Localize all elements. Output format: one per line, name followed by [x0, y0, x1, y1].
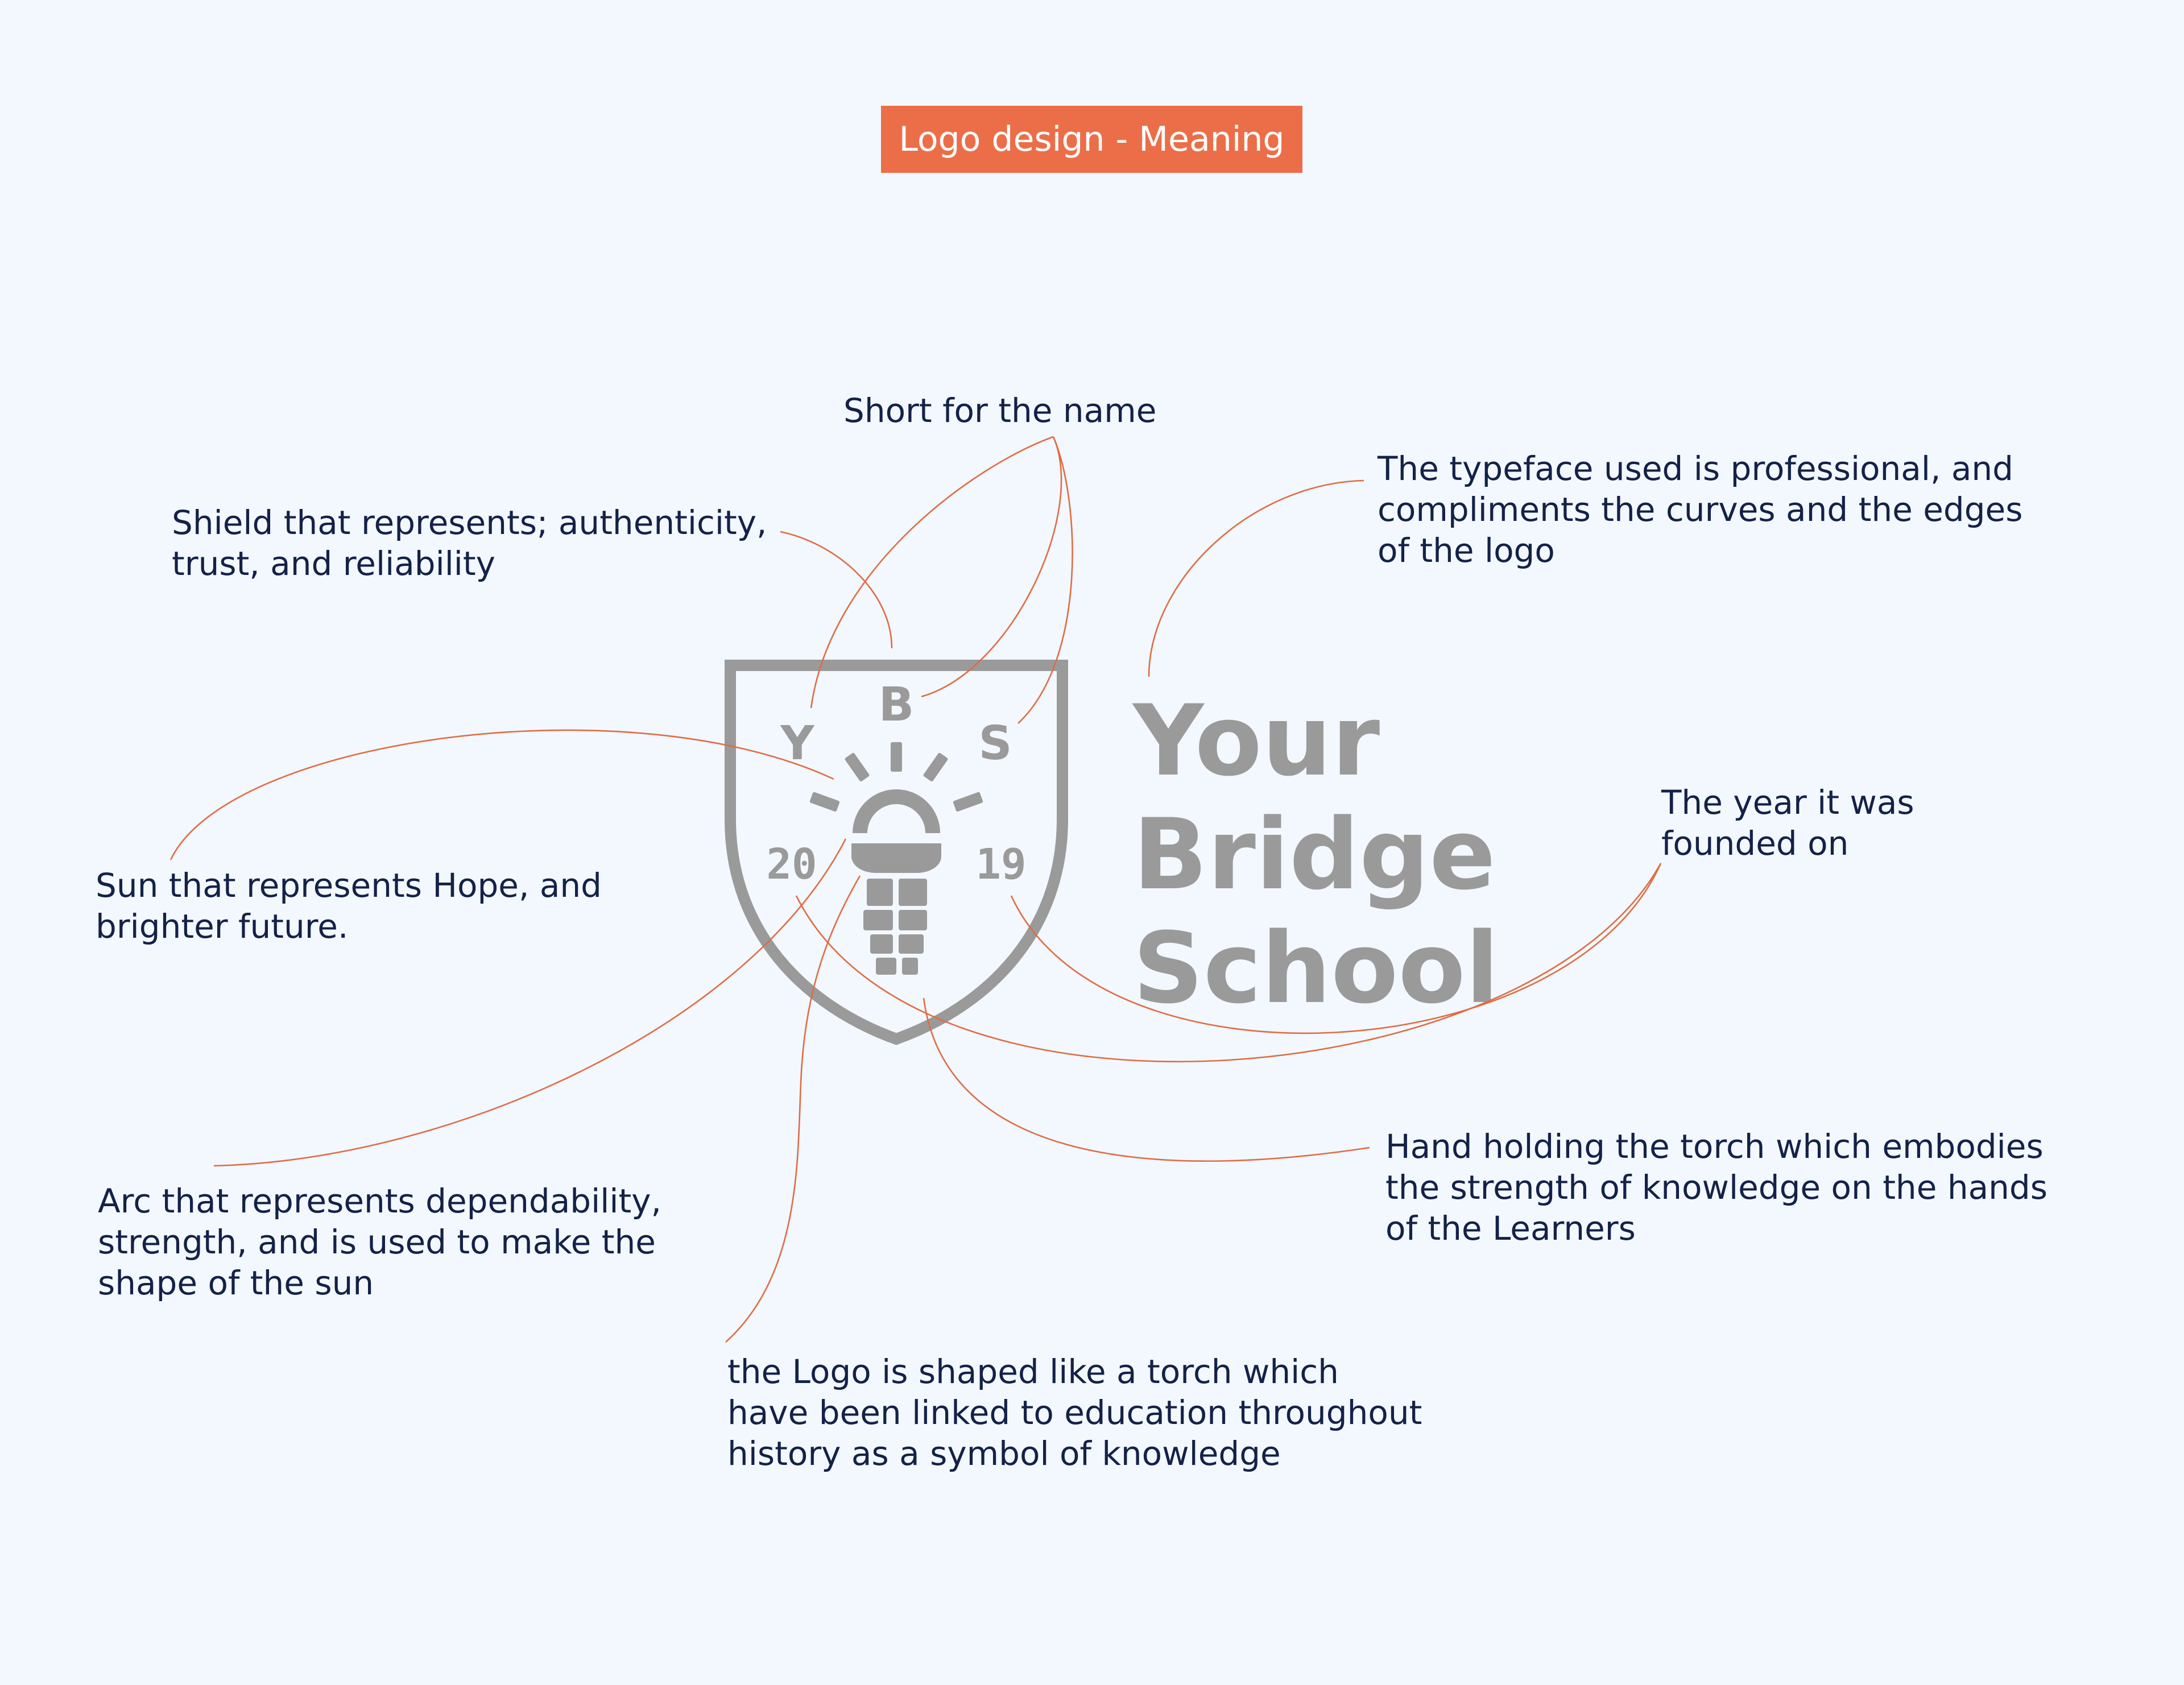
annotation-arc-line: shape of the sun: [98, 1264, 374, 1302]
annotation-sun-line: brighter future.: [96, 907, 349, 946]
annotation-typeface-line: The typeface used is professional, and: [1378, 449, 2013, 488]
annotation-hand-line: of the Learners: [1385, 1209, 1636, 1248]
leader-typeface: [1149, 481, 1364, 677]
annotation-hand: [1385, 1126, 2048, 1249]
leader-shield: [780, 532, 892, 648]
annotation-year-line: founded on: [1661, 824, 1849, 863]
annotation-hand-line: the strength of knowledge on the hands: [1385, 1168, 2048, 1207]
crest-initial-s: S: [978, 717, 1012, 771]
wordmark-line-2: Bridge: [1133, 797, 1496, 912]
leader-short-name-b: [921, 437, 1061, 697]
wordmark-line-1: Your: [1133, 684, 1380, 798]
annotation-year: [1661, 782, 1914, 864]
annotation-arc-line: strength, and is used to make the: [98, 1223, 656, 1261]
annotation-shield-line: Shield that represents; authenticity,: [172, 503, 767, 542]
annotation-torch-line: history as a symbol of knowledge: [727, 1434, 1281, 1473]
crest-year-right: 19: [975, 840, 1027, 889]
leader-torch: [726, 876, 860, 1342]
annotation-typeface: [1378, 448, 2022, 571]
annotation-sun-line: Sun that represents Hope, and: [96, 866, 602, 905]
title-badge: Logo design - Meaning: [881, 106, 1302, 173]
annotation-sun: [96, 865, 602, 947]
annotation-hand-line: Hand holding the torch which embodies: [1385, 1127, 2044, 1166]
annotation-torch: [727, 1351, 1422, 1474]
sun-arc-icon: [860, 797, 933, 833]
crest-year-left: 20: [766, 840, 817, 889]
annotation-year-line: The year it was: [1661, 783, 1914, 822]
annotation-torch-line: have been linked to education throughout: [727, 1393, 1422, 1432]
annotation-arc-line: Arc that represents dependability,: [98, 1182, 661, 1220]
torch-cup-icon: [851, 843, 941, 873]
annotation-short-name: [843, 390, 1156, 431]
crest-initial-b: B: [878, 678, 915, 732]
hand-icon: [863, 879, 927, 975]
wordmark-line-3: School: [1133, 911, 1499, 1025]
annotation-typeface-line: of the logo: [1378, 531, 1555, 570]
annotation-arc: [98, 1181, 661, 1303]
annotation-short-name-line: Short for the name: [843, 391, 1157, 430]
annotation-typeface-line: compliments the curves and the edges: [1378, 490, 2023, 529]
crest-initial-y: Y: [780, 717, 814, 771]
annotation-shield: [172, 502, 767, 584]
annotation-torch-line: the Logo is shaped like a torch which: [727, 1352, 1339, 1391]
annotation-shield-line: trust, and reliability: [172, 544, 495, 583]
